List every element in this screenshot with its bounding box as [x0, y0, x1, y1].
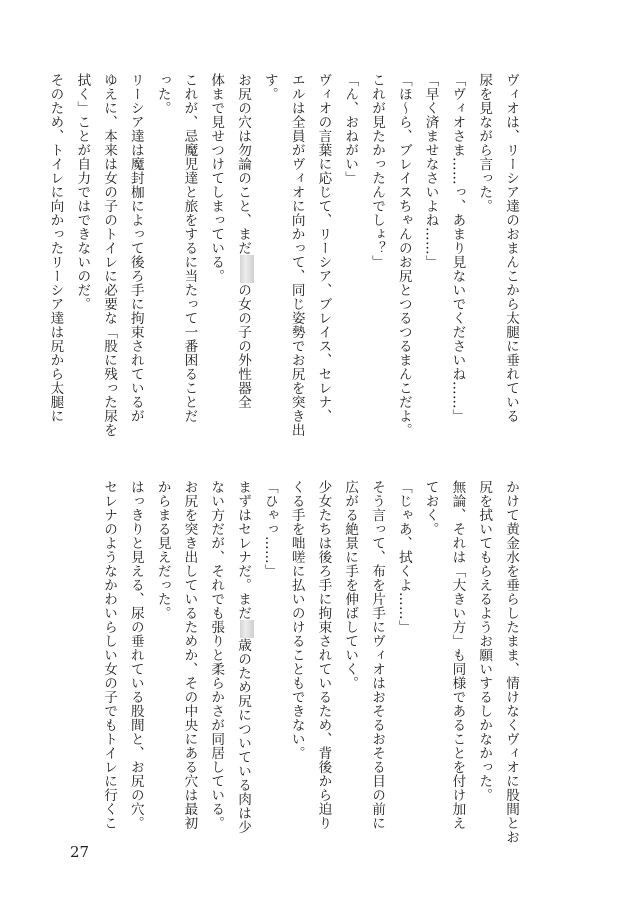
text-line: す。	[261, 73, 278, 101]
text-line: ない方だが、それでも張りと柔らかさが同居している。	[208, 480, 225, 830]
text-line: エルは全員がヴィオに向かって、同じ姿勢でお尻を突き出	[288, 73, 305, 437]
dialogue-line: 「ん、おねがい」	[342, 73, 359, 185]
text-line: そのため、トイレに向かったリーシア達は尻から太腿に	[47, 73, 64, 423]
text-line: ておく。	[422, 480, 439, 536]
text-line: からまる見えだった。	[154, 480, 171, 620]
text-line: セレナのようなかわいらしい女の子でもトイレに行くこ	[101, 480, 118, 830]
text-line: リーシア達は魔封枷によって後ろ手に拘束されているが	[127, 73, 144, 423]
text-line: った。	[154, 73, 171, 115]
text-line: 尻を拭いてもらえるようお願いするしかなかった。	[476, 480, 493, 802]
dialogue-line: 「早く済ませなさいよね……」	[422, 73, 439, 269]
text-line: これが、忌魔児達と旅をするに当たって一番困ることだ	[181, 73, 198, 423]
text-line	[229, 480, 256, 835]
text-line: 尿を見ながら言った。	[476, 73, 493, 213]
text-line: ゆえに、本来は女の子のトイレに必要な「股に残った尿を	[101, 73, 118, 437]
text-fragment: まずはセレナだ。まだ	[235, 480, 252, 620]
text-line: ヴィオは、リーシア達のおまんこから太腿に垂れている	[503, 73, 519, 423]
text-line: かけて黄金水を垂らしたまま、情けなくヴィオに股間とお	[503, 480, 519, 844]
dialogue-line: これが見たかったんでしょ？」	[369, 73, 386, 269]
redaction-mark	[240, 255, 254, 283]
dialogue-line: 「ひゃっ……」	[261, 480, 278, 578]
text-line: 無論、それは「大きい方」も同様であることを付け加え	[449, 480, 466, 830]
text-fragment: 歳のため尻についている肉は少	[235, 638, 252, 834]
dialogue-line: 「ヴィオさま……っ、あまり見ないでくださいね……」	[449, 73, 466, 423]
text-line: 少女たちは後ろ手に拘束されているため、背後から迫り	[315, 480, 332, 830]
text-line: はっきりと見える、尿の垂れている股間と、お尻の穴。	[127, 480, 144, 830]
text-line: 拭く」ことが自力ではできないのだ。	[74, 73, 91, 311]
text-line	[229, 73, 256, 428]
text-line: お尻を突き出しているためか、その中央にある穴は最初	[181, 480, 198, 830]
text-line: そう言って、布を片手にヴィオはおそるおそる目の前に	[369, 480, 386, 830]
text-line: くる手を咄嗟に払いのけることもできない。	[288, 480, 305, 760]
upper-text-block	[42, 73, 524, 437]
text-fragment: の女の子の外性器全	[235, 283, 252, 409]
text-fragment: お尻の穴は勿論のこと、まだ	[235, 73, 252, 255]
lower-text-block	[95, 480, 524, 844]
dialogue-line: 「じゃあ、拭くよ……」	[395, 480, 412, 634]
dialogue-line: 「ほ～ら、ブレイスちゃんのお尻とつるつるまんこだよ。	[395, 73, 412, 437]
redaction-mark	[240, 620, 254, 638]
text-line: ヴィオの言葉に応じて、リーシア、ブレイス、セレナ、	[315, 73, 332, 423]
page-number: 27	[70, 843, 90, 861]
text-line: 広がる絶景に手を伸ばしていく。	[342, 480, 359, 690]
text-line: 体まで見せつけてしまっている。	[208, 73, 225, 283]
